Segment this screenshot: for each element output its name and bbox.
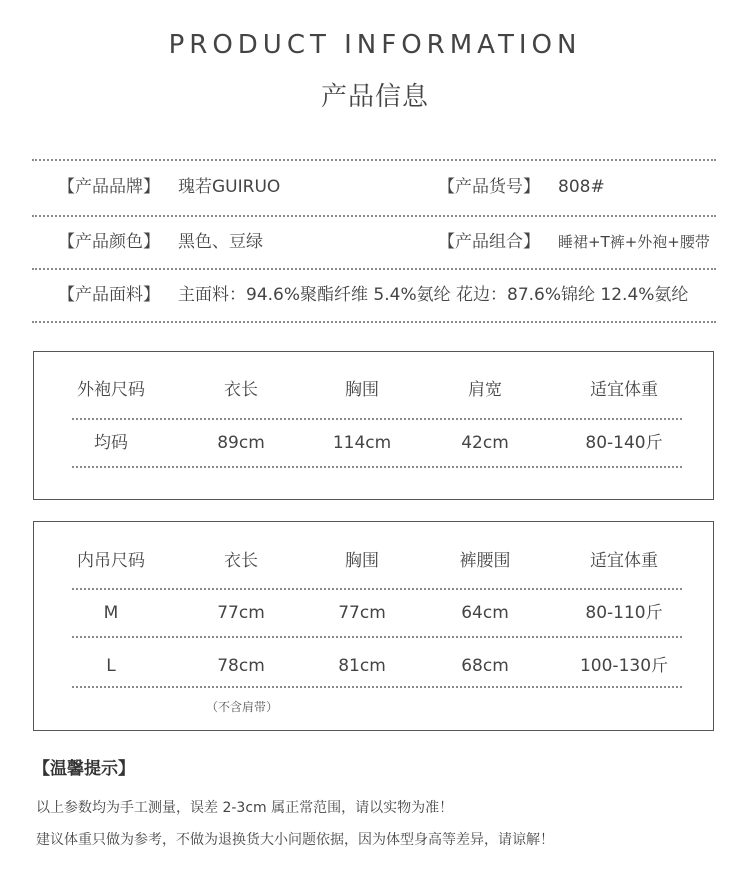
header-cell: 外袍尺码 <box>77 380 145 400</box>
info-row-brand-sku <box>0 172 750 202</box>
table-cell: 68cm <box>461 656 509 676</box>
color-value: 黑色、豆绿 <box>178 232 263 252</box>
robe-size-table <box>33 351 714 500</box>
divider <box>72 636 682 638</box>
tip-line: 以上参数均为手工测量，误差 2-3cm 属正常范围，请以实物为准！ <box>36 800 454 816</box>
divider <box>32 215 716 217</box>
combo-label: 【产品组合】 <box>438 232 540 252</box>
table-cell: 78cm <box>217 656 265 676</box>
tip-line: 建议体重只做为参考，不做为退换货大小问题依据，因为体型身高等差异，请谅解！ <box>36 832 554 848</box>
fabric-value: 主面料：94.6%聚酯纤维 5.4%氨纶 花边：87.6%锦纶 12.4%氨纶 <box>178 285 689 305</box>
header-cell: 胸围 <box>345 551 379 571</box>
divider <box>72 466 682 468</box>
header-cell: 适宜体重 <box>590 551 658 571</box>
table-cell: M <box>103 603 119 623</box>
divider <box>72 418 682 420</box>
divider <box>72 686 682 688</box>
table-cell: 89cm <box>217 433 265 453</box>
table-cell: 77cm <box>217 603 265 623</box>
tips-title: 【温馨提示】 <box>33 759 135 779</box>
divider <box>32 321 716 323</box>
header-cell: 适宜体重 <box>590 380 658 400</box>
table-cell: 64cm <box>461 603 509 623</box>
divider <box>32 268 716 270</box>
info-row-fabric <box>0 280 750 310</box>
table-note: （不含肩带） <box>206 700 279 714</box>
table-cell: 77cm <box>338 603 386 623</box>
header-cell: 衣长 <box>224 551 258 571</box>
divider <box>32 159 716 161</box>
brand-value: 瑰若GUIRUO <box>178 177 281 197</box>
table-cell: 81cm <box>338 656 386 676</box>
table-cell: 80-110斤 <box>585 603 663 623</box>
divider <box>72 588 682 590</box>
header-cell: 裤腰围 <box>459 551 511 571</box>
header-cell: 肩宽 <box>468 380 502 400</box>
combo-value: 睡裙+T裤+外袍+腰带 <box>558 233 710 251</box>
title-english: PRODUCT INFORMATION <box>168 30 582 60</box>
header-cell: 衣长 <box>224 380 258 400</box>
sku-label: 【产品货号】 <box>438 177 540 197</box>
header-cell: 胸围 <box>345 380 379 400</box>
color-label: 【产品颜色】 <box>58 232 160 252</box>
sku-value: 808# <box>558 177 605 197</box>
info-row-color-combo <box>0 227 750 257</box>
slip-size-table <box>33 521 714 731</box>
table-cell: 100-130斤 <box>579 656 669 676</box>
table-cell: L <box>106 656 116 676</box>
table-cell: 42cm <box>461 433 509 453</box>
table-cell: 114cm <box>332 433 392 453</box>
header-cell: 内吊尺码 <box>77 551 145 571</box>
fabric-label: 【产品面料】 <box>58 285 160 305</box>
brand-label: 【产品品牌】 <box>58 177 160 197</box>
title-chinese: 产品信息 <box>320 82 429 112</box>
table-cell: 80-140斤 <box>585 433 663 453</box>
table-cell: 均码 <box>94 433 128 453</box>
